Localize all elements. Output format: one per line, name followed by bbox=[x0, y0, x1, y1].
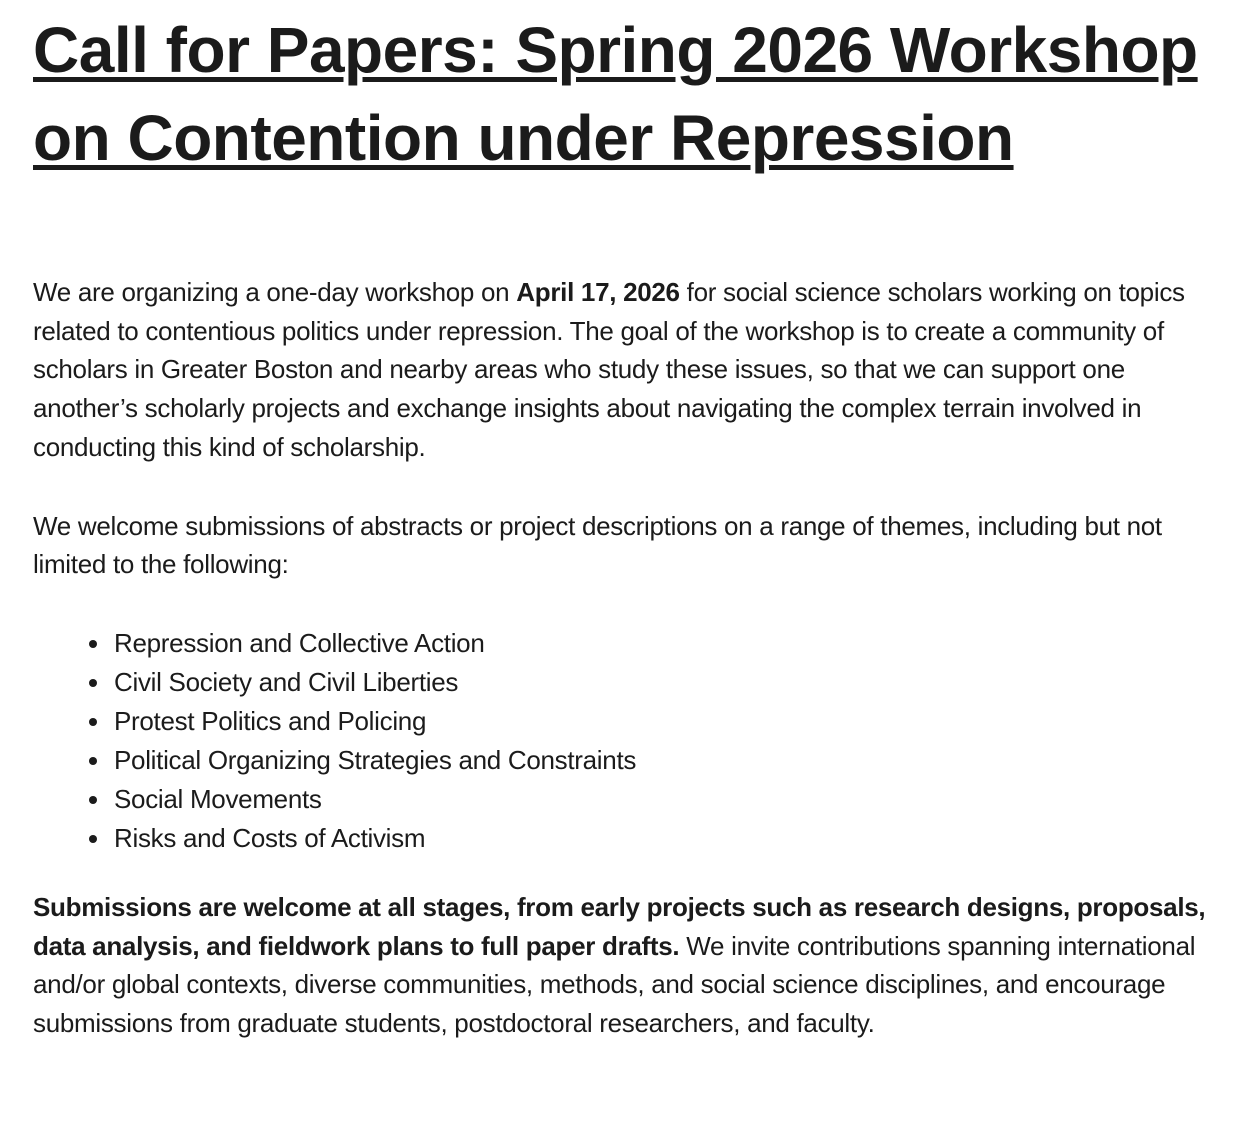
intro-text-after-date: for social science scholars working on topics related to contentious politics under repression. The goal of the workshop is to create a community of scholars in Greater Boston and nearby areas who study these issues, so that we can support one another’s scholarly projects and exchange insights about navigating the complex terrain involved in conducting this kind of scholarship. bbox=[33, 277, 1185, 462]
theme-item: • Civil Society and Civil Liberties bbox=[112, 663, 1219, 702]
workshop-date: April 17, 2026 bbox=[516, 277, 680, 307]
theme-item: • Social Movements bbox=[112, 780, 1219, 819]
themes-list bbox=[33, 624, 1219, 858]
intro-paragraph bbox=[33, 273, 1219, 467]
theme-item: • Protest Politics and Policing bbox=[112, 702, 1219, 741]
intro-text-before-date: We are organizing a one-day workshop on bbox=[33, 277, 517, 307]
document-title bbox=[33, 6, 1219, 182]
theme-item: • Risks and Costs of Activism bbox=[112, 819, 1219, 858]
themes-intro-paragraph: We welcome submissions of abstracts or project descriptions on a range of themes, including but not limited to the following: bbox=[33, 510, 1162, 580]
document-title-line-2: on Contention under Repression bbox=[33, 102, 1014, 174]
document-title-line-1: Call for Papers: Spring 2026 Workshop bbox=[33, 14, 1198, 86]
theme-item: • Repression and Collective Action bbox=[112, 624, 1219, 663]
submissions-text-after: We invite contributions spanning international and/or global contexts, diverse communities, methods, and social science disciplines, and encourage submissions from graduate students, postdoctoral researchers, and faculty. bbox=[33, 930, 1196, 1039]
submissions-bold-lead: Submissions are welcome at all stages, from early projects such as research designs, proposals, data analysis, and fieldwork plans to full paper drafts. bbox=[33, 891, 1206, 961]
theme-item: • Political Organizing Strategies and Constraints bbox=[112, 741, 1219, 780]
submissions-paragraph bbox=[33, 888, 1219, 1043]
